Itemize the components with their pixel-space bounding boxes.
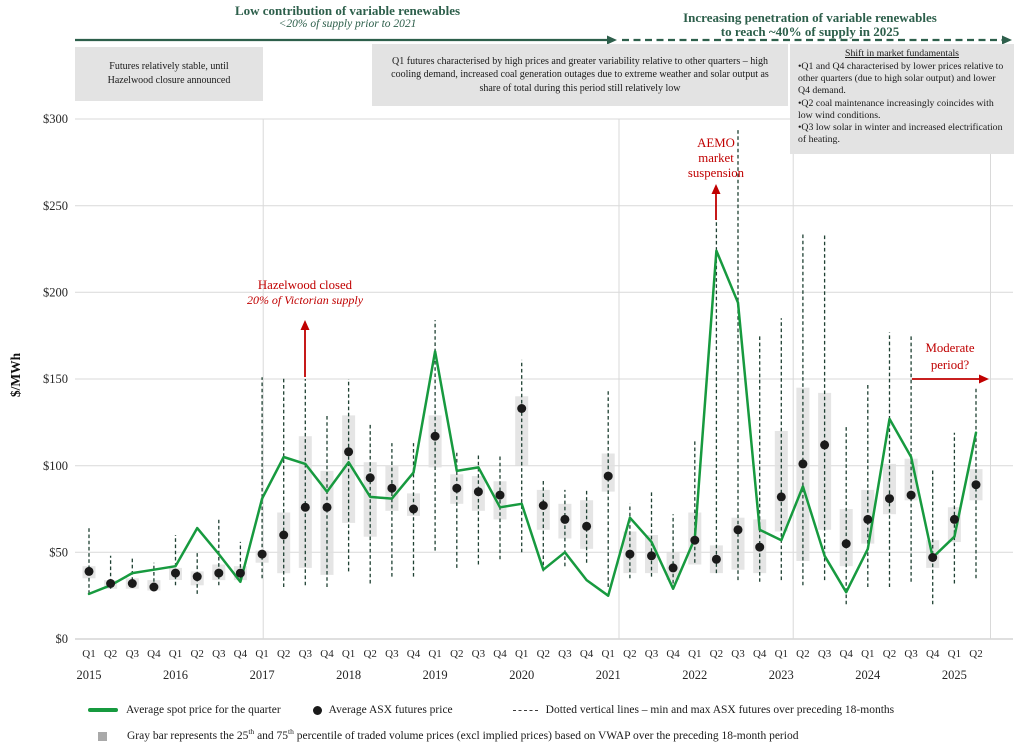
era2-title-line1: Increasing penetration of variable renewables [683, 10, 937, 25]
x-tick-year: 2022 [682, 668, 708, 682]
futures-dot [539, 501, 548, 510]
x-tick-quarter: Q3 [904, 648, 918, 660]
x-tick-quarter: Q4 [320, 648, 334, 660]
callout-shift-bullet-3: •Q3 low solar in winter and increased electrification of heating. [798, 121, 1003, 145]
x-tick-quarter: Q2 [969, 648, 983, 660]
x-tick-year: 2021 [595, 668, 621, 682]
x-tick-quarter: Q4 [406, 648, 421, 660]
futures-dot [409, 505, 418, 514]
aemo-label: AEMO [697, 136, 735, 150]
futures-dot [279, 531, 288, 540]
futures-dot [669, 563, 678, 572]
x-tick-quarter: Q1 [688, 648, 702, 660]
x-tick-quarter: Q1 [82, 648, 96, 660]
futures-dot [301, 503, 310, 512]
x-tick-quarter: Q3 [731, 648, 745, 660]
y-tick-label: $50 [49, 545, 68, 560]
moderate-label: Moderate [925, 341, 975, 355]
x-tick-quarter: Q3 [471, 648, 486, 660]
futures-dot [712, 555, 721, 564]
x-tick-quarter: Q4 [233, 648, 248, 660]
x-tick-quarter: Q3 [644, 648, 659, 660]
percentile-bar [883, 464, 896, 514]
futures-dot-swatch-icon [313, 706, 322, 715]
gray-bar-swatch-icon [98, 732, 107, 741]
x-tick-year: 2015 [76, 668, 102, 682]
era1-subtitle: <20% of supply prior to 2021 [278, 18, 417, 30]
era2-title-line2: to reach ~40% of supply in 2025 [720, 24, 900, 39]
x-tick-quarter: Q2 [536, 648, 551, 660]
callout-shift-bullet-2: •Q2 coal maintenance increasingly coincides with low wind conditions. [798, 97, 994, 121]
era1-heading [155, 4, 540, 31]
whisker-dashes-swatch-icon [513, 710, 538, 711]
futures-dot [820, 440, 829, 449]
legend-whisker-label: Dotted vertical lines – min and max ASX futures over preceding 18-months [545, 704, 895, 716]
legend-spot-item [88, 704, 281, 716]
futures-dot [842, 539, 851, 548]
legend-graybar-label: Gray bar represents the 25th and 75th percentile of traded volume prices (excl implied prices) based on VWAP over the preceding 18-month period [127, 727, 799, 742]
x-tick-quarter: Q1 [861, 648, 875, 660]
futures-dot [431, 432, 440, 441]
x-tick-quarter: Q1 [774, 648, 789, 660]
futures-dot [128, 579, 137, 588]
x-tick-quarter: Q3 [125, 648, 140, 660]
futures-dot [149, 583, 158, 592]
futures-dot [734, 525, 743, 534]
legend-futures-label: Average ASX futures price [328, 704, 453, 716]
futures-dot [690, 536, 699, 545]
futures-dot [885, 494, 894, 503]
futures-dot [560, 515, 569, 524]
x-tick-quarter: Q3 [817, 648, 832, 660]
callout-q1-futures: Q1 futures characterised by high prices and greater variability relative to other quarters – high cooling demand, increased coal generation outages due to extreme weather and solar output as share of total during this period still relatively low [372, 44, 788, 106]
era1-title: Low contribution of variable renewables [234, 3, 461, 18]
futures-dot [171, 569, 180, 578]
y-tick-label: $250 [43, 198, 68, 213]
futures-dot [344, 447, 353, 456]
x-tick-quarter: Q4 [579, 648, 594, 660]
x-tick-quarter: Q2 [363, 648, 377, 660]
moderate-label: period? [930, 358, 970, 372]
futures-dot [193, 572, 202, 581]
x-tick-quarter: Q3 [212, 648, 226, 660]
aemo-label: suspension [687, 166, 745, 180]
futures-dot [85, 567, 94, 576]
x-tick-quarter: Q1 [514, 648, 529, 660]
x-tick-quarter: Q2 [623, 648, 637, 660]
x-tick-quarter: Q1 [255, 648, 269, 660]
y-axis-title: $/MWh [8, 352, 23, 398]
x-tick-quarter: Q4 [752, 648, 767, 660]
x-tick-quarter: Q4 [925, 648, 940, 660]
x-tick-year: 2018 [336, 668, 362, 682]
x-tick-quarter: Q1 [168, 648, 183, 660]
futures-dot [474, 487, 483, 496]
x-tick-year: 2019 [422, 668, 448, 682]
x-tick-quarter: Q2 [190, 648, 204, 660]
futures-dot [950, 515, 959, 524]
legend-row-2 [98, 727, 799, 742]
futures-dot [387, 484, 396, 493]
x-tick-quarter: Q4 [666, 648, 680, 660]
futures-dot [755, 543, 764, 552]
x-tick-quarter: Q2 [103, 648, 118, 660]
x-tick-quarter: Q3 [298, 648, 313, 660]
legend-row-1 [88, 704, 894, 716]
futures-dot [236, 569, 245, 578]
y-tick-label: $0 [55, 632, 68, 647]
x-tick-year: 2017 [249, 668, 275, 682]
x-tick-year: 2024 [855, 668, 881, 682]
futures-dot [106, 579, 115, 588]
hazelwood-label: Hazelwood closed [257, 278, 353, 292]
x-tick-quarter: Q3 [558, 648, 572, 660]
futures-dot [258, 550, 267, 559]
era2-heading [640, 11, 980, 39]
futures-dot [972, 480, 981, 489]
x-tick-year: 2025 [941, 668, 967, 682]
x-tick-quarter: Q1 [601, 648, 615, 660]
x-tick-quarter: Q3 [385, 648, 399, 660]
callout-shift-bullet-1: •Q1 and Q4 characterised by lower prices relative to other quarters (due to high solar output) and lower Q4 demand. [798, 61, 1004, 97]
x-tick-quarter: Q4 [493, 648, 507, 660]
y-tick-label: $100 [43, 458, 68, 473]
aemo-arrowhead-icon [712, 184, 721, 194]
futures-dot [625, 550, 634, 559]
futures-dot [907, 491, 916, 500]
callout-stable-futures: Futures relatively stable, until Hazelwood closure announced [75, 47, 263, 101]
futures-dot [452, 484, 461, 493]
x-tick-year: 2023 [768, 668, 794, 682]
x-tick-year: 2020 [509, 668, 535, 682]
legend-whisker-item [513, 704, 894, 716]
callout-shift-title: Shift in market fundamentals [845, 48, 959, 59]
futures-dot [798, 459, 807, 468]
spot-line-swatch-icon [88, 708, 118, 712]
x-tick-quarter: Q2 [709, 648, 724, 660]
hazelwood-arrowhead-icon [301, 320, 310, 330]
futures-dot [366, 473, 375, 482]
futures-dot [928, 553, 937, 562]
futures-dot [647, 551, 656, 560]
y-tick-label: $300 [43, 112, 68, 127]
callout-shift-fundamentals [790, 44, 1014, 154]
futures-dot [604, 472, 613, 481]
x-tick-quarter: Q1 [428, 648, 442, 660]
x-tick-quarter: Q4 [839, 648, 853, 660]
x-tick-year: 2016 [163, 668, 188, 682]
x-tick-quarter: Q2 [276, 648, 291, 660]
futures-dot [777, 492, 786, 501]
futures-dot [214, 569, 223, 578]
moderate-arrowhead-icon [979, 375, 989, 384]
x-tick-quarter: Q2 [450, 648, 464, 660]
x-tick-quarter: Q1 [341, 648, 356, 660]
futures-dot [517, 404, 526, 413]
x-tick-quarter: Q1 [947, 648, 962, 660]
x-tick-quarter: Q2 [882, 648, 897, 660]
y-tick-label: $150 [43, 372, 68, 387]
futures-dot [496, 491, 505, 500]
futures-dot [863, 515, 872, 524]
hazelwood-sublabel: 20% of Victorian supply [246, 293, 364, 307]
x-tick-quarter: Q2 [796, 648, 810, 660]
legend-futures-item [313, 704, 453, 716]
y-tick-label: $200 [43, 285, 68, 300]
futures-dot [582, 522, 591, 531]
legend-spot-label: Average spot price for the quarter [126, 704, 281, 716]
aemo-label: market [698, 151, 734, 165]
futures-dot [323, 503, 332, 512]
x-tick-quarter: Q4 [147, 648, 161, 660]
